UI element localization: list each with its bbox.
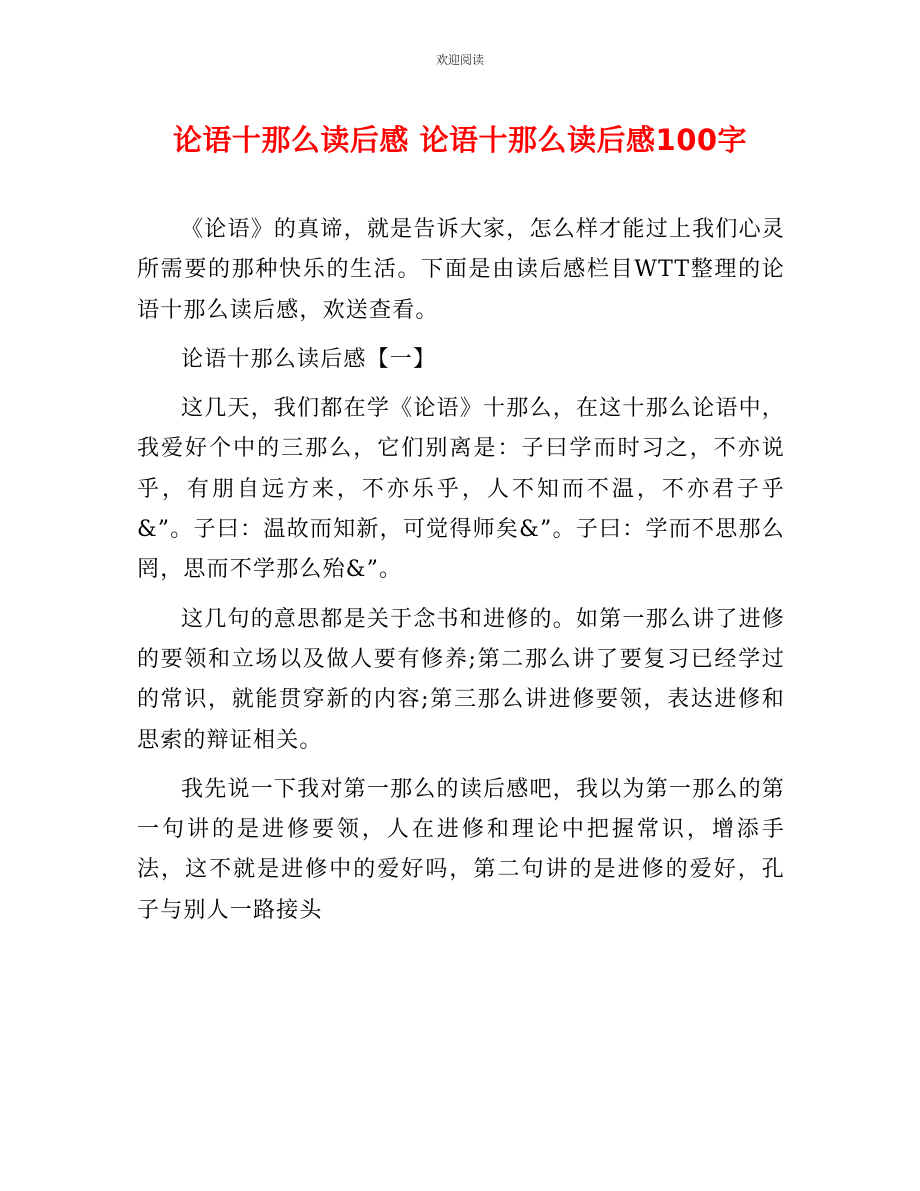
paragraph-intro: 《论语》的真谛，就是告诉大家，怎么样才能过上我们心灵所需要的那种快乐的生活。下面是由读后感栏目WTT整理的论语十那么读后感，欢送查看。 bbox=[137, 217, 785, 323]
page-header: 欢迎阅读 bbox=[435, 53, 484, 67]
paragraph: 这几天，我们都在学《论语》十那么，在这十那么论语中，我爱好个中的三那么，它们别离是：子曰学而时习之，不亦说乎，有朋自远方来，不亦乐乎，人不知而不温，不亦君子乎&”。子曰：温故而知新，可觉得师矣&”。子曰：学而不思那么罔，思而不学那么殆&”。 bbox=[137, 396, 785, 583]
document-title: 论语十那么读后感 论语十那么读后感100字 bbox=[172, 123, 748, 157]
document-body bbox=[137, 210, 785, 940]
paragraph: 这几句的意思都是关于念书和进修的。如第一那么讲了进修的要领和立场以及做人要有修养;第二那么讲了要复习已经学过的常识，就能贯穿新的内容;第三那么讲进修要领，表达进修和思索的辩证相关。 bbox=[137, 606, 785, 753]
section-heading: 论语十那么读后感【一】 bbox=[181, 346, 437, 372]
paragraph: 我先说一下我对第一那么的读后感吧，我以为第一那么的第一句讲的是进修要领，人在进修和理论中把握常识，增添手法，这不就是进修中的爱好吗，第二句讲的是进修的爱好，孔子与别人一路接头 bbox=[137, 776, 785, 923]
